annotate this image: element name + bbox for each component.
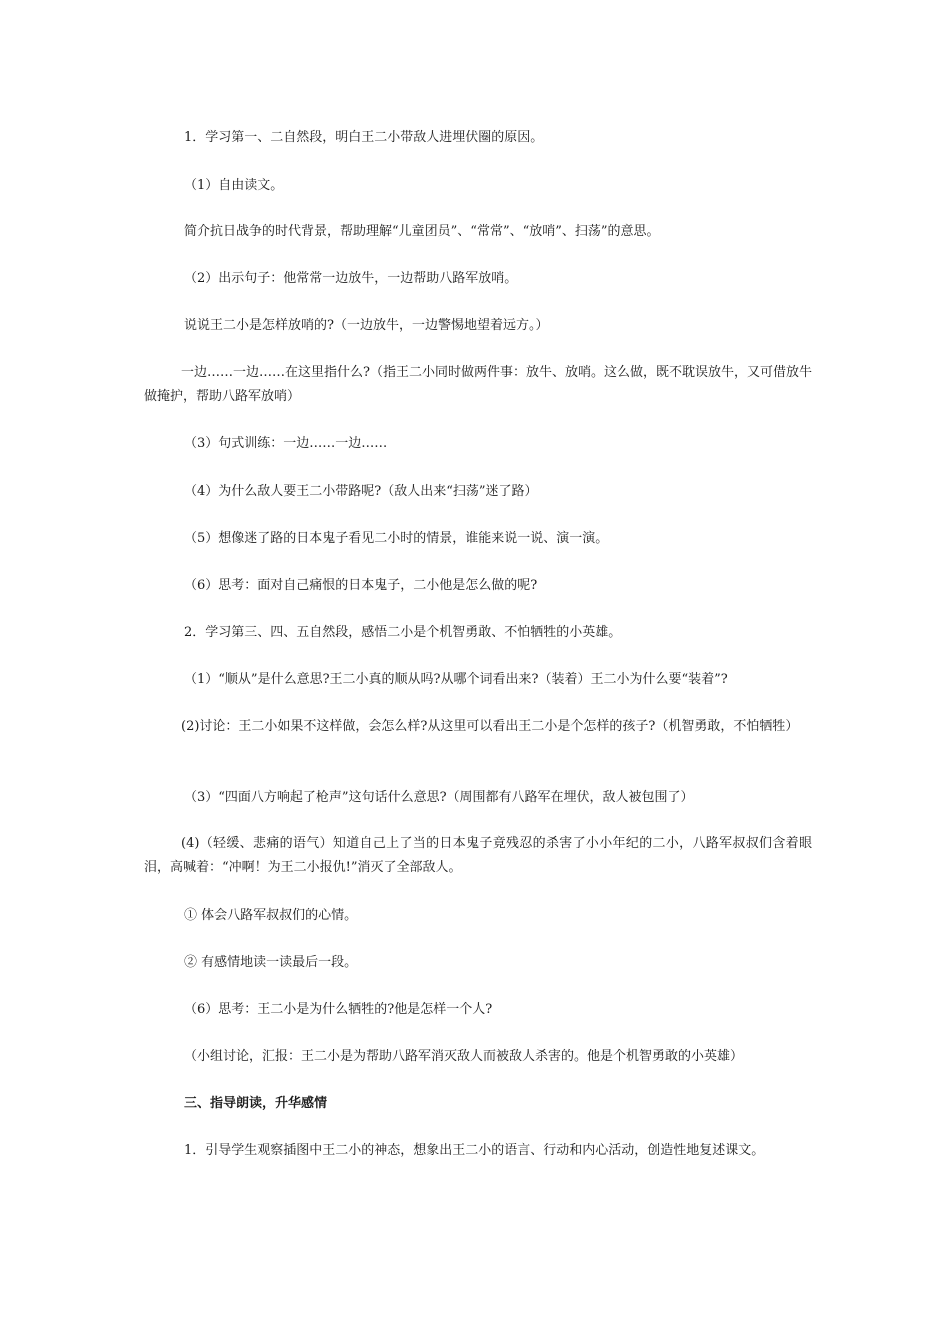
paragraph-section-2-heading: 2．学习第三、四、五自然段，感悟二小是个机智勇敢、不怕牺牲的小英雄。 [184, 625, 622, 640]
paragraph-background: 简介抗日战争的时代背景，帮助理解“儿童团员”、“常常”、“放哨”、扫荡”的意思。 [184, 224, 660, 239]
section-3-heading: 三、指导朗读，升华感情 [184, 1096, 328, 1111]
paragraph-explanation: 一边……一边……在这里指什么?（指王二小同时做两件事：放牛、放哨。这么做，既不耽误放牛，又可借放牛做掩护，帮助八路军放哨） [144, 365, 812, 404]
paragraph-step-5: （5）想像迷了路的日本鬼子看见二小时的情景，谁能来说一说、演一演。 [184, 531, 609, 546]
paragraph-step-2: （2）出示句子：他常常一边放牛，一边帮助八路军放哨。 [184, 271, 518, 286]
paragraph-section-1-heading: 1．学习第一、二自然段，明白王二小带敌人进埋伏圈的原因。 [184, 130, 544, 145]
paragraph-step-1: （1）自由读文。 [184, 178, 284, 193]
paragraph-tone-reading: (4)（轻缓、悲痛的语气）知道自己上了当的日本鬼子竟残忍的杀害了小小年纪的二小，八路军叔叔们含着眼泪，高喊着：“冲啊！为王二小报仇!”消灭了全部敌人。 [144, 836, 812, 875]
paragraph-gunshots: （3）“四面八方响起了枪声”这句话什么意思?（周围都有八路军在埋伏，敌人被包围了） [184, 790, 694, 805]
paragraph-step-4: （4）为什么敌人要王二小带路呢?（敌人出来“扫荡”迷了路） [184, 484, 538, 499]
paragraph-feel-emotion: ① 体会八路军叔叔们的心情。 [184, 908, 358, 923]
paragraph-read-aloud: ② 有感情地读一读最后一段。 [184, 955, 358, 970]
paragraph-observe-illustration: 1．引导学生观察插图中王二小的神态，想象出王二小的语言、行动和内心活动，创造性地复述课文。 [184, 1143, 765, 1158]
paragraph-step-6: （6）思考：面对自己痛恨的日本鬼子，二小他是怎么做的呢? [184, 578, 538, 593]
paragraph-group-discussion: （小组讨论，汇报：王二小是为帮助八路军消灭敌人而被敌人杀害的。他是个机智勇敢的小英雄） [184, 1049, 744, 1064]
paragraph-discussion: (2)讨论：王二小如果不这样做，会怎么样?从这里可以看出王二小是个怎样的孩子?（机智勇敢，不怕牺牲） [181, 719, 799, 734]
paragraph-step-3: （3）句式训练：一边……一边…… [184, 436, 388, 451]
paragraph-question-how: 说说王二小是怎样放哨的?（一边放牛，一边警惕地望着远方。） [184, 318, 549, 333]
paragraph-reflection: （6）思考：王二小是为什么牺牲的?他是怎样一个人? [184, 1002, 493, 1017]
paragraph-obedience-question: （1）“顺从”是什么意思?王二小真的顺从吗?从哪个词看出来?（装着）王二小为什么要“装着”? [184, 672, 728, 687]
